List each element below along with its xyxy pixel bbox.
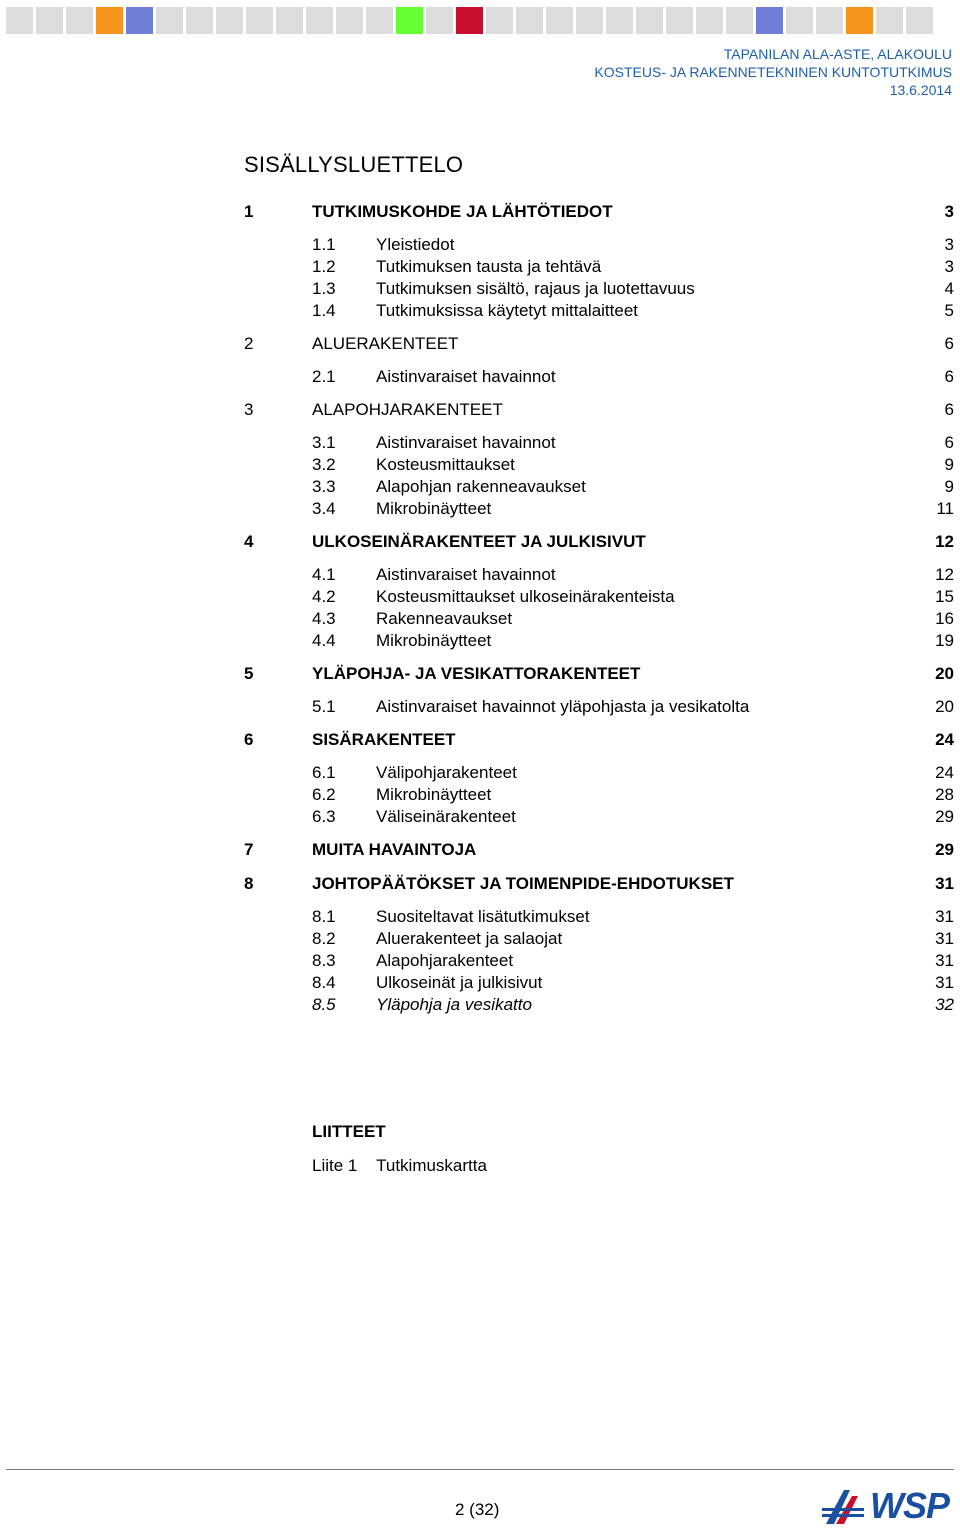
toc-subsection-page: 32: [935, 995, 954, 1014]
color-swatch: [906, 7, 933, 34]
toc-subsection-2.1[interactable]: [244, 366, 954, 388]
color-swatch: [186, 7, 213, 34]
toc-subsection-num: 3.4: [312, 499, 336, 518]
page-number: 2 (32): [455, 1500, 500, 1519]
toc-subsection-title: Alapohjan rakenneavaukset: [376, 477, 586, 496]
attachment-item[interactable]: [312, 1156, 487, 1176]
toc-subsection-page: 4: [944, 279, 954, 298]
toc-section-page: 6: [944, 400, 954, 419]
toc-subsection-title: Mikrobinäytteet: [376, 499, 492, 518]
toc-subsection-list: [244, 762, 954, 828]
toc-subsection-list: [244, 366, 954, 388]
toc-section-title: JOHTOPÄÄTÖKSET JA TOIMENPIDE-EHDOTUKSET: [312, 874, 734, 893]
toc-section-title: YLÄPOHJA- JA VESIKATTORAKENTEET: [312, 664, 641, 683]
toc-section-page: 20: [935, 664, 954, 683]
toc-subsection-3.1[interactable]: [244, 432, 954, 454]
toc-subsection-num: 8.5: [312, 995, 336, 1014]
toc-subsection-num: 1.2: [312, 257, 336, 276]
color-swatch: [456, 7, 483, 34]
toc-section-num: 8: [244, 874, 254, 893]
toc-subsection-1.1[interactable]: [244, 234, 954, 256]
toc-subsection-8.4[interactable]: [244, 972, 954, 994]
toc-subsection-page: 9: [944, 455, 954, 474]
toc-subsection-3.2[interactable]: [244, 454, 954, 476]
toc-subsection-num: 8.1: [312, 907, 336, 926]
color-swatch: [306, 7, 333, 34]
toc-section-num: 3: [244, 400, 254, 419]
attachments-heading: LIITTEET: [312, 1122, 386, 1141]
toc-subsection-page: 24: [935, 763, 954, 782]
toc-section-page: 24: [935, 730, 954, 749]
toc-section-page: 29: [935, 840, 954, 859]
toc-subsection-page: 16: [935, 609, 954, 628]
color-swatch: [666, 7, 693, 34]
toc-subsection-title: Yläpohja ja vesikatto: [376, 995, 532, 1014]
toc-subsection-page: 29: [935, 807, 954, 826]
toc-subsection-title: Aistinvaraiset havainnot: [376, 433, 556, 452]
toc-subsection-title: Tutkimuksen tausta ja tehtävä: [376, 257, 602, 276]
color-swatch: [276, 7, 303, 34]
toc-subsection-5.1[interactable]: [244, 696, 954, 718]
toc-section-title: ULKOSEINÄRAKENTEET JA JULKISIVUT: [312, 532, 646, 551]
color-swatch: [336, 7, 363, 34]
toc-subsection-8.1[interactable]: [244, 906, 954, 928]
toc-subsection-list: [244, 906, 954, 1016]
toc-section-num: 4: [244, 532, 254, 551]
toc-subsection-num: 4.1: [312, 565, 336, 584]
toc-subsection-6.2[interactable]: [244, 784, 954, 806]
color-swatch: [576, 7, 603, 34]
toc-subsection-num: 2.1: [312, 367, 336, 386]
color-swatch: [636, 7, 663, 34]
toc-subsection-page: 28: [935, 785, 954, 804]
color-swatch: [6, 7, 33, 34]
toc-subsection-title: Alapohjarakenteet: [376, 951, 514, 970]
toc-subsection-num: 4.3: [312, 609, 336, 628]
color-swatch: [876, 7, 903, 34]
color-swatch: [216, 7, 243, 34]
color-swatch: [546, 7, 573, 34]
toc-subsection-title: Välipohjarakenteet: [376, 763, 517, 782]
footer-divider: [6, 1469, 954, 1470]
toc-subsection-1.3[interactable]: [244, 278, 954, 300]
toc-subsection-8.3[interactable]: [244, 950, 954, 972]
toc-subsection-1.4[interactable]: [244, 300, 954, 322]
toc-subsection-title: Rakenneavaukset: [376, 609, 513, 628]
toc-subsection-num: 3.3: [312, 477, 336, 496]
attachment-title: Tutkimuskartta: [376, 1156, 487, 1175]
wsp-logo-text: WSP: [870, 1485, 950, 1526]
color-swatch: [66, 7, 93, 34]
toc-subsection-list: [244, 432, 954, 520]
color-swatch: [126, 7, 153, 34]
header-report-title: KOSTEUS- JA RAKENNETEKNINEN KUNTOTUTKIMUS: [594, 64, 952, 80]
toc-subsection-page: 15: [935, 587, 954, 606]
wsp-logo-icon: [822, 1486, 866, 1526]
toc-subsection-num: 6.1: [312, 763, 336, 782]
color-swatch: [516, 7, 543, 34]
toc-subsection-page: 31: [935, 951, 954, 970]
color-swatch: [36, 7, 63, 34]
color-swatch: [426, 7, 453, 34]
toc-subsection-page: 20: [935, 697, 954, 716]
toc-subsection-title: Suositeltavat lisätutkimukset: [376, 907, 590, 926]
toc-subsection-num: 8.2: [312, 929, 336, 948]
toc-section-page: 6: [944, 334, 954, 353]
toc-subsection-page: 6: [944, 367, 954, 386]
color-swatch: [396, 7, 423, 34]
toc-section-title: ALUERAKENTEET: [312, 334, 459, 353]
color-bar: [6, 7, 936, 34]
toc-subsection-page: 31: [935, 973, 954, 992]
toc-section-num: 2: [244, 334, 254, 353]
color-swatch: [756, 7, 783, 34]
toc-section-page: 31: [935, 874, 954, 893]
toc-subsection-page: 31: [935, 929, 954, 948]
toc-section-8[interactable]: [244, 872, 954, 896]
toc-section-page: 12: [935, 532, 954, 551]
toc-subsection-page: 31: [935, 907, 954, 926]
toc-subsection-title: Aluerakenteet ja salaojat: [376, 929, 563, 948]
toc-subsection-1.2[interactable]: [244, 256, 954, 278]
toc-section-4[interactable]: [244, 530, 954, 554]
wsp-logo: [822, 1485, 949, 1527]
toc-subsection-title: Aistinvaraiset havainnot: [376, 367, 556, 386]
toc-section-num: 1: [244, 202, 254, 221]
color-swatch: [816, 7, 843, 34]
toc-subsection-page: 6: [944, 433, 954, 452]
toc-subsection-4.3[interactable]: [244, 608, 954, 630]
toc-section-page: 3: [944, 202, 954, 221]
toc-title: SISÄLLYSLUETTELO: [244, 152, 464, 177]
toc-subsection-page: 11: [936, 499, 954, 518]
color-swatch: [486, 7, 513, 34]
toc-subsection-title: Mikrobinäytteet: [376, 631, 492, 650]
toc-section-title: ALAPOHJARAKENTEET: [312, 400, 503, 419]
toc-subsection-page: 12: [935, 565, 954, 584]
toc-spacer: [244, 862, 954, 872]
color-swatch: [156, 7, 183, 34]
toc-subsection-title: Aistinvaraiset havainnot: [376, 565, 556, 584]
toc-subsection-title: Yleistiedot: [376, 235, 455, 254]
toc-subsection-title: Mikrobinäytteet: [376, 785, 492, 804]
toc-subsection-title: Ulkoseinät ja julkisivut: [376, 973, 543, 992]
toc-subsection-num: 1.1: [312, 235, 336, 254]
document-header: [594, 45, 952, 99]
toc-section-num: 5: [244, 664, 254, 683]
toc-subsection-list: [244, 696, 954, 718]
toc-subsection-title: Tutkimuksissa käytetyt mittalaitteet: [376, 301, 639, 320]
toc-subsection-num: 5.1: [312, 697, 336, 716]
toc-subsection-page: 19: [935, 631, 954, 650]
toc-subsection-6.1[interactable]: [244, 762, 954, 784]
toc-subsection-num: 4.2: [312, 587, 336, 606]
toc-section-7[interactable]: [244, 838, 954, 862]
color-swatch: [726, 7, 753, 34]
toc-section-5[interactable]: [244, 662, 954, 686]
toc-subsection-title: Väliseinärakenteet: [376, 807, 516, 826]
toc-subsection-num: 4.4: [312, 631, 336, 650]
toc-subsection-page: 3: [944, 257, 954, 276]
toc-subsection-num: 8.3: [312, 951, 336, 970]
toc-section-6[interactable]: [244, 728, 954, 752]
toc-subsection-num: 1.3: [312, 279, 336, 298]
toc-subsection-6.3[interactable]: [244, 806, 954, 828]
toc-subsection-title: Kosteusmittaukset: [376, 455, 515, 474]
toc-subsection-num: 1.4: [312, 301, 336, 320]
toc-subsection-num: 6.3: [312, 807, 336, 826]
color-swatch: [366, 7, 393, 34]
toc-subsection-3.4[interactable]: [244, 498, 954, 520]
header-project-title: TAPANILAN ALA-ASTE, ALAKOULU: [723, 46, 952, 62]
toc-subsection-title: Aistinvaraiset havainnot yläpohjasta ja vesikatolta: [376, 697, 750, 716]
toc-subsection-list: [244, 564, 954, 652]
toc-subsection-num: 3.1: [312, 433, 336, 452]
toc-subsection-page: 9: [944, 477, 954, 496]
toc-subsection-page: 3: [944, 235, 954, 254]
toc-subsection-8.5[interactable]: [244, 994, 954, 1016]
color-swatch: [96, 7, 123, 34]
toc-subsection-4.2[interactable]: [244, 586, 954, 608]
toc-section-1[interactable]: [244, 200, 954, 224]
toc-section-2[interactable]: [244, 332, 954, 356]
toc-subsection-4.4[interactable]: [244, 630, 954, 652]
toc-subsection-8.2[interactable]: [244, 928, 954, 950]
toc-subsection-title: Kosteusmittaukset ulkoseinärakenteista: [376, 587, 675, 606]
toc-subsection-num: 3.2: [312, 455, 336, 474]
color-swatch: [696, 7, 723, 34]
toc-section-title: MUITA HAVAINTOJA: [312, 840, 477, 859]
toc-section-3[interactable]: [244, 398, 954, 422]
toc-subsection-3.3[interactable]: [244, 476, 954, 498]
toc-section-num: 6: [244, 730, 254, 749]
color-swatch: [786, 7, 813, 34]
toc-subsection-title: Tutkimuksen sisältö, rajaus ja luotettavuus: [376, 279, 695, 298]
toc-subsection-4.1[interactable]: [244, 564, 954, 586]
toc-section-title: SISÄRAKENTEET: [312, 730, 456, 749]
color-swatch: [846, 7, 873, 34]
toc-section-num: 7: [244, 840, 254, 859]
color-swatch: [246, 7, 273, 34]
color-swatch: [606, 7, 633, 34]
attachment-label: Liite 1: [312, 1156, 358, 1175]
toc-section-title: TUTKIMUSKOHDE JA LÄHTÖTIEDOT: [312, 202, 613, 221]
header-date: 13.6.2014: [889, 82, 952, 98]
toc-subsection-page: 5: [944, 301, 954, 320]
toc-subsection-num: 8.4: [312, 973, 336, 992]
table-of-contents: [244, 200, 954, 1026]
toc-subsection-list: [244, 234, 954, 322]
toc-subsection-num: 6.2: [312, 785, 336, 804]
